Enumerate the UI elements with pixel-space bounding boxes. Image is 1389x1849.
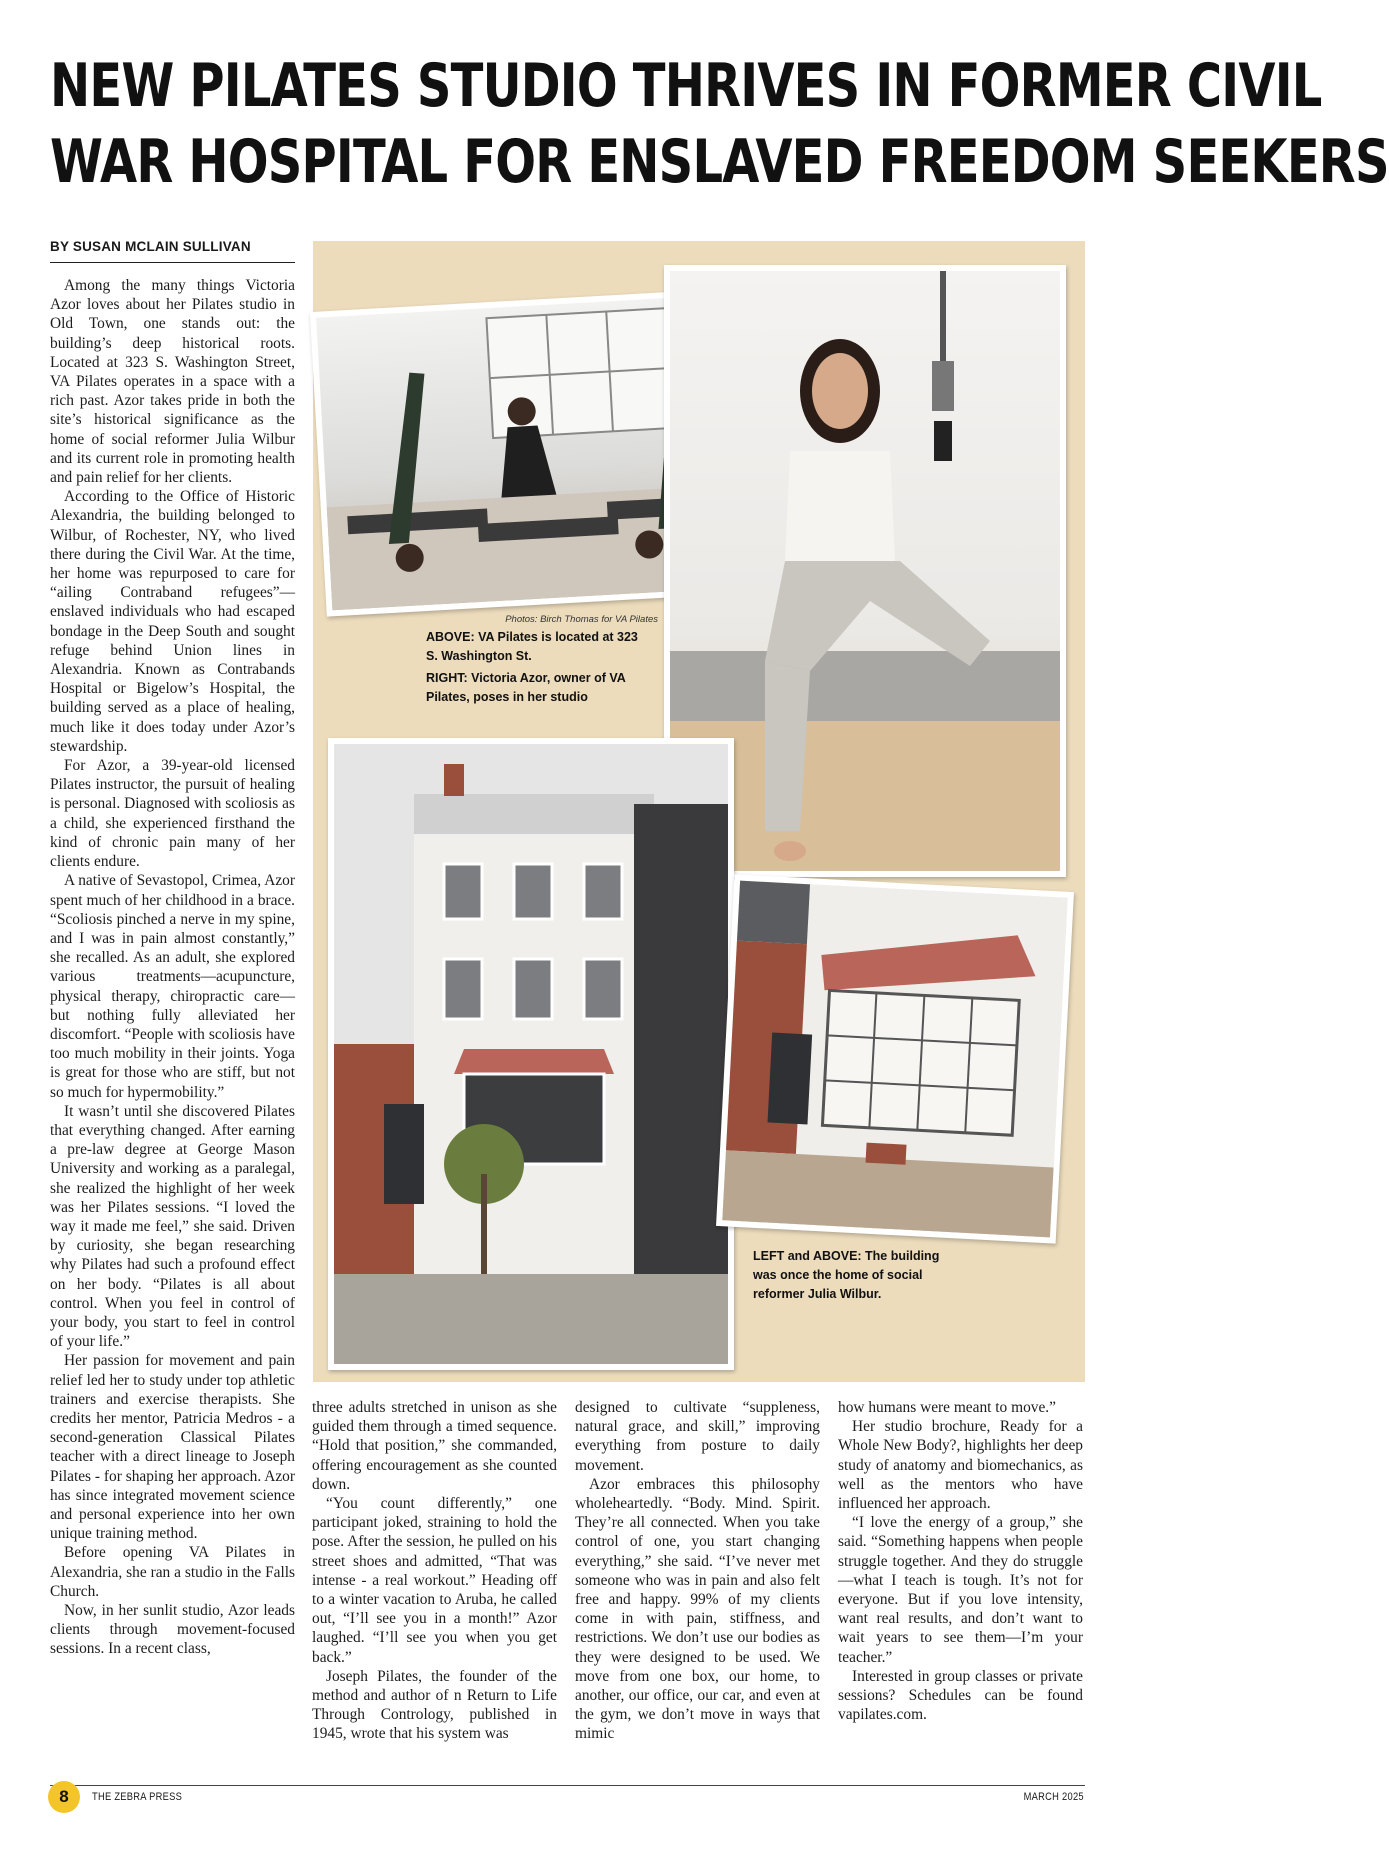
building-illustration [334,744,728,1364]
paragraph: how humans were meant to move.” [838,1399,1056,1416]
paragraph: Azor embraces this philosophy wholeheartedly. “Body. Mind. Spirit. They’re all connected. When you take control of one, you start changing everything,” she said. “I’ve never met someone who was in pain and also felt free and happy. 99% of my clients come in with pain, stiffness, and restrictions. We don’t use our bodies as they were designed to be used. We move from one box, our home, to another, our office, our car, and even at the gym, we don’t move in ways that mimic [575,1475,820,1743]
paragraph: designed to cultivate “suppleness, natural grace, and skill,” improving everything from posture to daily movement. [575,1399,820,1474]
headline-line-2: WAR HOSPITAL FOR ENSLAVED FREEDOM SEEKERS [50,127,1389,197]
paragraph: three adults stretched in unison as she guided them through a timed sequence. “Hold that position,” she commanded, offering encouragement as she counted down. [312,1399,557,1493]
paragraph: “I love the energy of a group,” she said. “Something happens when people struggle together. And they do struggle—what I teach is tough. It’s not for everyone. But if you love intensity, want real results, and don’t want to wait years to see them—I’m your teacher.” [838,1514,1083,1666]
publication-name: THE ZEBRA PRESS [92,1791,183,1803]
paragraph: Joseph Pilates, the founder of the method and author of n Return to Life Through Contrology, published in 1945, wrote that his system was [312,1667,557,1743]
bay-window-illustration [722,881,1067,1238]
paragraph: Among the many things Victoria Azor loves about her Pilates studio in Old Town, one stands out: the building’s deep historical roots. Located at 323 S. Washington Street, VA Pilates operates in a space with a rich past. Azor takes pride in both the site’s historical significance as the home of social reformer Julia Wilbur and its current role in promoting health and pain relief for her clients. [50,277,295,487]
article-column-4 [838,1398,1083,1724]
page-number: 8 [48,1781,80,1813]
photo-credit: Photos: Birch Thomas for VA Pilates [505,614,658,625]
article-column-1 [50,276,295,1659]
paragraph: Now, in her sunlit studio, Azor leads clients through movement-focused sessions. In a recent class, [50,1602,295,1658]
byline: BY SUSAN MCLAIN SULLIVAN [50,239,295,263]
paragraph: Her passion for movement and pain relief led her to study under top athletic trainers and exercise therapists. She credits her mentor, Patricia Medros - a second-generation Classical Pilates teacher with a direct lineage to Joseph Pilates - for shaping her approach. Azor has since integrated movement science and personal experience into her own unique training method. [50,1352,295,1543]
paragraph: According to the Office of Historic Alexandria, the building belonged to Wilbur, of Rochester, NY, who lived there during the Civil War. At the time, her home was repurposed to care for “ailing Contraband refugees”—enslaved individuals who had escaped bondage in the Deep South and sought refuge behind Union lines in Alexandria. Known as Contrabands Hospital or Bigelow’s Hospital, the building served as a place of healing, much like it does today under Azor’s stewardship. [50,488,295,755]
caption-above: ABOVE: VA Pilates is located at 323 S. Washington St. [426,630,638,663]
paragraph: For Azor, a 39-year-old licensed Pilates instructor, the pursuit of healing is personal. Diagnosed with scoliosis as a child, she experienced firsthand the kind of chronic pain many of her clients endure. [50,757,295,871]
photo-building-exterior [328,738,734,1370]
paragraph: Interested in group classes or private sessions? Schedules can be found vapilates.com. [838,1667,1083,1724]
caption-right: RIGHT: Victoria Azor, owner of VA Pilates, poses in her studio [426,671,626,704]
paragraph: It wasn’t until she discovered Pilates that everything changed. After earning a pre-law degree at George Mason University and working as a paralegal, she realized the highlight of her week was her Pilates sessions. “I loved the way it made me feel,” she said. Driven by curiosity, she began researching why Pilates had such a profound effect on her body. “Pilates is all about control. When you feel in control of your body, you start to feel in control of your life.” [50,1102,295,1351]
issue-date: MARCH 2025 [1023,1791,1084,1803]
paragraph: “You count differently,” one participant joked, straining to hold the pose. After the session, he pulled on his street shoes and admitted, “That was intense - a real workout.” Heading off to a winter vacation to Aruba, he called out, “I’ll see you in a month!” Azor laughed. “I’ll see you when you get back.” [312,1495,557,1666]
paragraph: A native of Sevastopol, Crimea, Azor spent much of her childhood in a brace. “Scoliosis pinched a nerve in my spine, and I was in pain almost constantly,” she recalled. As an adult, she explored various treatments—acupuncture, physical therapy, chiropractic care—but nothing fully alleviated her discomfort. “People with scoliosis have too much mobility in their joints. Yoga is great for those who are stiff, but not so much for hypermobility.” [50,872,295,1101]
headline-line-1: NEW PILATES STUDIO THRIVES IN FORMER CIVIL [50,51,1322,121]
photo-bay-window [716,874,1074,1243]
article-column-2 [312,1398,557,1744]
caption-left: LEFT and ABOVE: The building was once the home of social reformer Julia Wilbur. [753,1249,940,1301]
footer-rule [50,1785,1085,1786]
headline [50,48,1389,200]
paragraph: Before opening VA Pilates in Alexandria, she ran a studio in the Falls Church. [50,1544,295,1600]
paragraph: Her studio brochure, Ready for a Whole New Body?, highlights her deep study of anatomy and biomechanics, as well as the mentors who have influenced her approach. [838,1418,1083,1513]
article-column-3 [575,1398,820,1744]
